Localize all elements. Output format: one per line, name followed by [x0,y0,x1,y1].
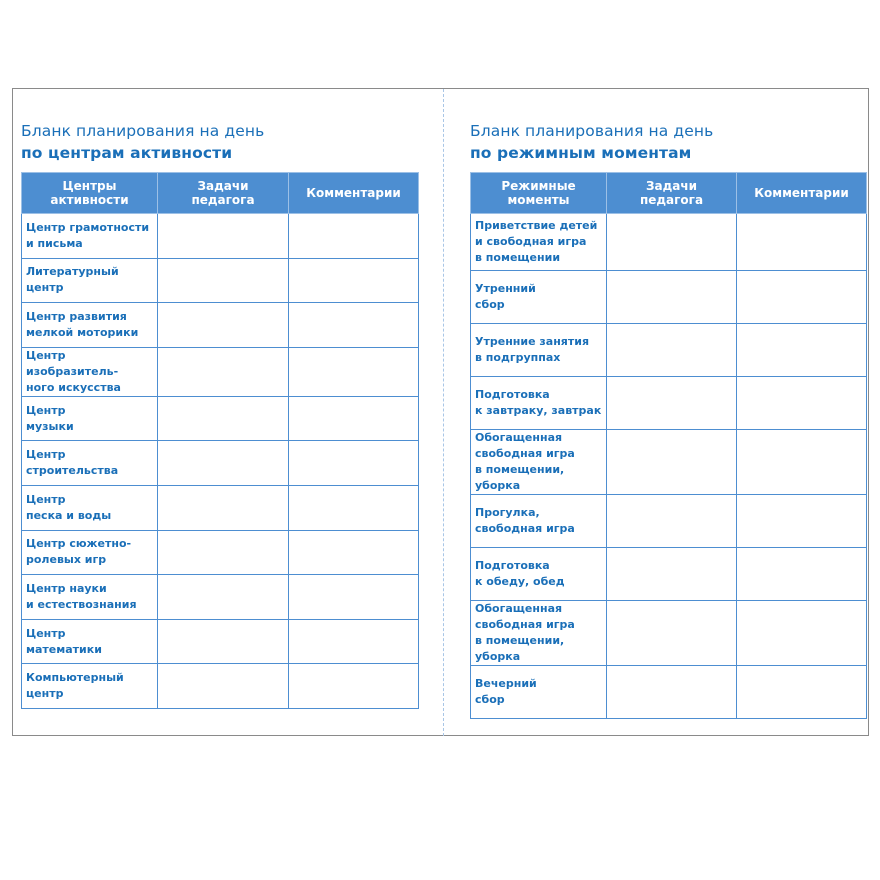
page-fold-line [443,89,444,736]
row-label: Центр грамотности и письма [22,214,158,259]
activity-centers-table [21,172,419,709]
right-title-line1: Бланк планирования на день [470,122,714,140]
column-header-comments [737,173,867,214]
tasks-cell[interactable] [607,666,737,719]
table-row [22,530,419,575]
tasks-cell[interactable] [158,396,289,441]
left-title-line1: Бланк планирования на день [21,122,265,140]
table-row [22,396,419,441]
comments-cell[interactable] [289,664,419,709]
comments-cell[interactable] [289,441,419,486]
comments-cell[interactable] [737,495,867,548]
table-row [471,601,867,666]
row-label: Центр песка и воды [22,485,158,530]
column-header-comments [289,173,419,214]
comments-cell[interactable] [289,530,419,575]
comments-cell[interactable] [737,324,867,377]
header-label: Задачи педагога [191,179,255,207]
comments-cell[interactable] [737,666,867,719]
tasks-cell[interactable] [158,303,289,348]
comments-cell[interactable] [289,303,419,348]
tasks-cell[interactable] [607,430,737,495]
row-label: Компьютерный центр [22,664,158,709]
comments-cell[interactable] [737,430,867,495]
header-label: Комментарии [754,186,849,200]
table-row [22,485,419,530]
row-label: Центр изобразитель- ного искусства [22,347,158,396]
comments-cell[interactable] [737,548,867,601]
comments-cell[interactable] [289,347,419,396]
comments-cell[interactable] [737,271,867,324]
tasks-cell[interactable] [158,530,289,575]
table-row [22,214,419,259]
tasks-cell[interactable] [158,258,289,303]
row-label: Утренний сбор [471,271,607,324]
row-label: Обогащенная свободная игра в помещении, уборка [471,601,607,666]
comments-cell[interactable] [289,575,419,620]
tasks-cell[interactable] [158,441,289,486]
tasks-cell[interactable] [158,485,289,530]
routine-moments-table [470,172,867,719]
column-header-moments [471,173,607,214]
row-label: Подготовка к завтраку, завтрак [471,377,607,430]
table-row [471,324,867,377]
row-label: Центр сюжетно- ролевых игр [22,530,158,575]
table-row [471,666,867,719]
row-label: Вечерний сбор [471,666,607,719]
column-header-tasks [607,173,737,214]
column-header-centers [22,173,158,214]
tasks-cell[interactable] [607,495,737,548]
header-label: Задачи педагога [639,179,704,207]
right-page-title [470,120,713,164]
row-label: Утренние занятия в подгруппах [471,324,607,377]
tasks-cell[interactable] [158,575,289,620]
table-row [471,495,867,548]
table-row [22,258,419,303]
table-row [471,214,867,271]
table-row [22,441,419,486]
table-row [471,430,867,495]
header-label: Режимные моменты [501,179,576,207]
column-header-tasks [158,173,289,214]
row-label: Центр науки и естествознания [22,575,158,620]
row-label: Литературный центр [22,258,158,303]
header-label: Комментарии [306,186,401,200]
comments-cell[interactable] [289,396,419,441]
table-row [471,377,867,430]
comments-cell[interactable] [737,601,867,666]
header-label: Центры активности [50,179,129,207]
row-label: Центр музыки [22,396,158,441]
table-row [471,271,867,324]
row-label: Приветствие детей и свободная игра в помещении [471,214,607,271]
tasks-cell[interactable] [158,347,289,396]
tasks-cell[interactable] [158,619,289,664]
comments-cell[interactable] [289,485,419,530]
table-row [471,548,867,601]
row-label: Центр математики [22,619,158,664]
row-label: Прогулка, свободная игра [471,495,607,548]
comments-cell[interactable] [289,619,419,664]
comments-cell[interactable] [737,377,867,430]
table-row [22,347,419,396]
tasks-cell[interactable] [607,377,737,430]
tasks-cell[interactable] [607,324,737,377]
row-label: Центр строительства [22,441,158,486]
tasks-cell[interactable] [607,214,737,271]
tasks-cell[interactable] [607,271,737,324]
table-row [22,303,419,348]
table-row [22,664,419,709]
right-title-line2: по режимным моментам [470,144,692,162]
row-label: Обогащенная свободная игра в помещении, уборка [471,430,607,495]
comments-cell[interactable] [289,214,419,259]
table-row [22,619,419,664]
comments-cell[interactable] [289,258,419,303]
table-row [22,575,419,620]
row-label: Центр развития мелкой моторики [22,303,158,348]
tasks-cell[interactable] [158,664,289,709]
comments-cell[interactable] [737,214,867,271]
left-page-title [21,120,264,164]
row-label: Подготовка к обеду, обед [471,548,607,601]
tasks-cell[interactable] [607,548,737,601]
left-title-line2: по центрам активности [21,144,233,162]
tasks-cell[interactable] [607,601,737,666]
tasks-cell[interactable] [158,214,289,259]
